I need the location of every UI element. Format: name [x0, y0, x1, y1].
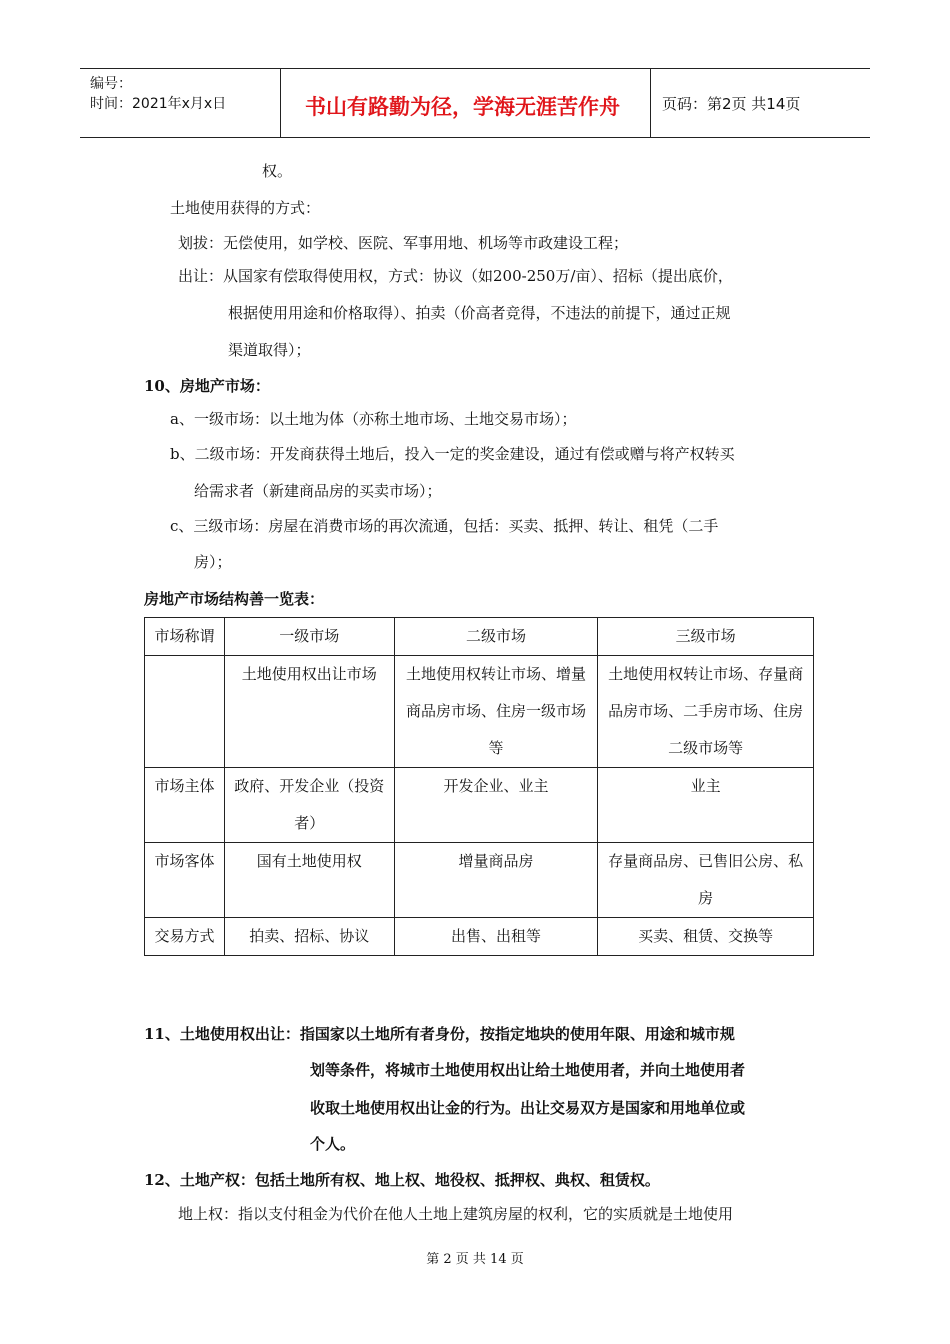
table-cell: 存量商品房、已售旧公房、私房 — [598, 843, 814, 918]
table-cell — [145, 656, 225, 768]
market-structure-table — [144, 617, 814, 956]
document-date: 时间：2021年x月x日 — [90, 96, 227, 112]
text-line: 收取土地使用权出让金的行为。出让交易双方是国家和用地单位或 — [310, 1099, 746, 1117]
table-cell: 二级市场 — [394, 618, 598, 656]
table-cell: 政府、开发企业（投资者） — [224, 768, 394, 843]
text-line: 给需求者（新建商品房的买卖市场）； — [194, 482, 442, 500]
text-line: c、三级市场：房屋在消费市场的再次流通，包括：买卖、抵押、转让、租凭（二手 — [170, 517, 719, 535]
table-caption: 房地产市场结构善一览表： — [144, 590, 325, 608]
text-line: 划等条件，将城市土地使用权出让给土地使用者，并向土地使用者 — [310, 1061, 746, 1079]
table-cell: 买卖、租赁、交换等 — [598, 918, 814, 956]
text-line: 权。 — [262, 162, 293, 180]
page-header — [80, 68, 870, 138]
text-line: 地上权：指以支付租金为代价在他人土地上建筑房屋的权利，它的实质就是土地使用 — [178, 1205, 734, 1223]
table-row — [145, 918, 814, 956]
table-cell: 出售、出租等 — [394, 918, 598, 956]
section-heading: 10、房地产市场： — [144, 377, 270, 395]
section-heading: 11、土地使用权出让：指国家以土地所有者身份，按指定地块的使用年限、用途和城市规 — [144, 1025, 735, 1043]
text-line: b、二级市场：开发商获得土地后，投入一定的奖金建设，通过有偿或赠与将产权转买 — [170, 445, 735, 463]
document-number: 编号： — [90, 76, 132, 92]
table-cell: 土地使用权转让市场、增量商品房市场、住房一级市场等 — [394, 656, 598, 768]
text-line: 渠道取得）； — [228, 341, 311, 359]
text-line: 划拔：无偿使用，如学校、医院、军事用地、机场等市政建设工程； — [178, 234, 629, 252]
table-cell: 增量商品房 — [394, 843, 598, 918]
text-line: 土地使用获得的方式： — [170, 199, 321, 217]
table-cell: 国有土地使用权 — [224, 843, 394, 918]
text-line: 房）； — [194, 553, 232, 571]
text-line: a、一级市场：以土地为体（亦称土地市场、土地交易市场）； — [170, 410, 577, 428]
table-cell: 开发企业、业主 — [394, 768, 598, 843]
table-cell: 市场客体 — [145, 843, 225, 918]
table-cell: 三级市场 — [598, 618, 814, 656]
table-cell: 市场称谓 — [145, 618, 225, 656]
text-line: 个人。 — [310, 1135, 356, 1153]
table-cell: 土地使用权出让市场 — [224, 656, 394, 768]
table-row — [145, 618, 814, 656]
table-cell: 市场主体 — [145, 768, 225, 843]
text-line: 出让：从国家有偿取得使用权，方式：协议（如200-250万/亩）、招标（提出底价， — [178, 267, 733, 285]
header-meta — [80, 69, 281, 137]
table-cell: 业主 — [598, 768, 814, 843]
page-indicator: 页码：第2页 共14页 — [662, 95, 801, 113]
table-cell: 一级市场 — [224, 618, 394, 656]
table-cell: 拍卖、招标、协议 — [224, 918, 394, 956]
header-motto-cell — [280, 69, 651, 137]
table-row — [145, 656, 814, 768]
motto: 书山有路勤为径，学海无涯苦作舟 — [305, 95, 620, 119]
table-cell: 交易方式 — [145, 918, 225, 956]
section-heading: 12、土地产权：包括土地所有权、地上权、地役权、抵押权、典权、租赁权。 — [144, 1171, 660, 1189]
table-row — [145, 843, 814, 918]
table-row — [145, 768, 814, 843]
text-line: 根据使用用途和价格取得）、拍卖（价高者竞得，不违法的前提下，通过正规 — [228, 304, 731, 322]
page-footer: 第 2 页 共 14 页 — [426, 1252, 524, 1267]
table-cell: 土地使用权转让市场、存量商品房市场、二手房市场、住房二级市场等 — [598, 656, 814, 768]
